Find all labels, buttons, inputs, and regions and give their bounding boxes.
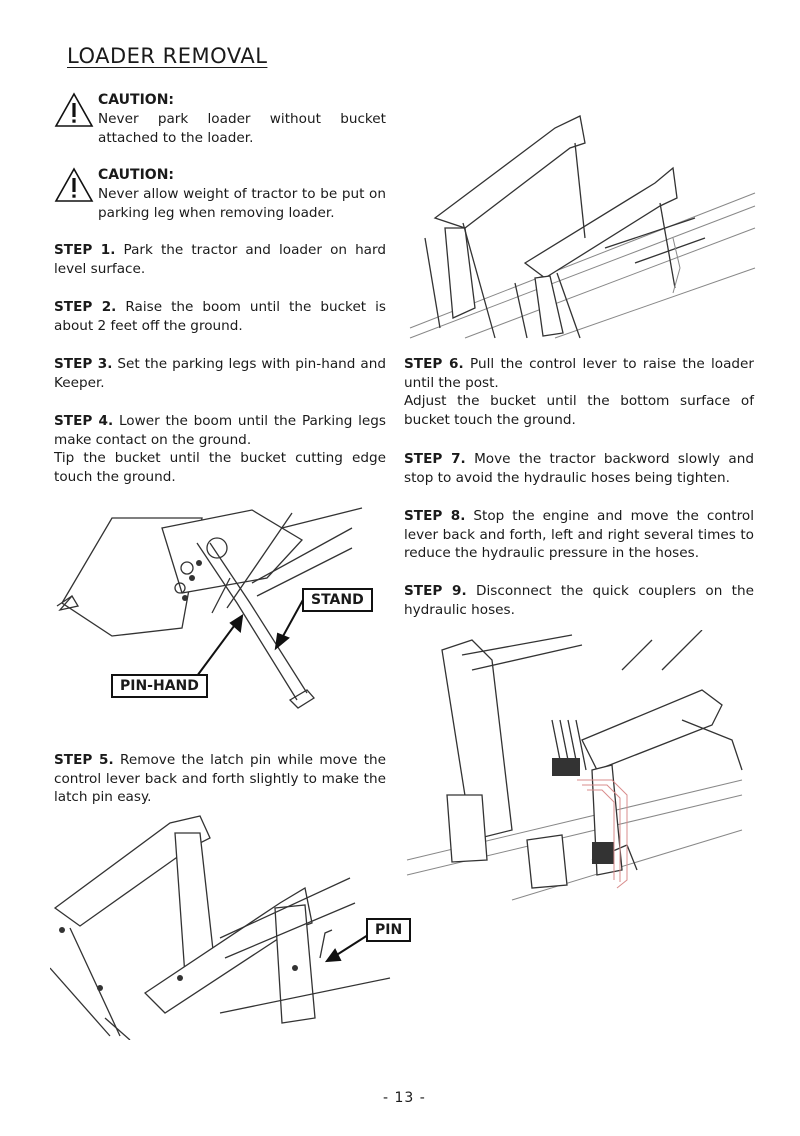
page-number: - 13 -: [383, 1090, 426, 1106]
step-label: STEP 6.: [404, 356, 464, 372]
step-label: STEP 9.: [404, 583, 467, 599]
step-label: STEP 8.: [404, 508, 466, 524]
caution-heading: CAUTION:: [98, 92, 175, 108]
step-label: STEP 1.: [54, 242, 116, 258]
step-3: [54, 355, 386, 392]
caution-text: Never allow weight of tractor to be put on parking leg when removing loader.: [98, 186, 386, 221]
warning-icon: [54, 92, 94, 128]
stand-callout: STAND: [302, 588, 373, 612]
step-text: Raise the boom until the bucket is about 2 feet off the ground.: [54, 299, 386, 334]
step-text-2: Tip the bucket until the bucket cutting edge touch the ground.: [54, 450, 386, 485]
step-9: [404, 582, 754, 619]
latch-pin-illustration: [50, 808, 395, 1040]
step-text: Remove the latch pin while move the control lever back and forth slightly to make the latch pin easy.: [54, 752, 386, 805]
step-label: STEP 5.: [54, 752, 114, 768]
step-label: STEP 2.: [54, 299, 117, 315]
step-text: Set the parking legs with pin-hand and Keeper.: [54, 356, 386, 391]
step-label: STEP 4.: [54, 413, 114, 429]
warning-icon: [54, 167, 94, 203]
step-2: [54, 298, 386, 335]
step-4: [54, 412, 386, 486]
step-6: [404, 355, 754, 429]
step-text: Move the tractor backword slowly and stop to avoid the hydraulic hoses being tighten.: [404, 451, 754, 486]
step-text: Park the tractor and loader on hard level surface.: [54, 242, 386, 277]
step-5: [54, 751, 386, 807]
page-title: LOADER REMOVAL: [67, 44, 268, 68]
step-text: Lower the boom until the Parking legs make contact on the ground.: [54, 413, 386, 448]
step-text-2: Adjust the bucket until the bottom surface of bucket touch the ground.: [404, 393, 754, 428]
caution-text: Never park loader without bucket attached to the loader.: [98, 111, 386, 146]
step-7: [404, 450, 754, 487]
pin-hand-callout: PIN-HAND: [111, 674, 208, 698]
hydraulic-couplers-illustration: [402, 630, 747, 920]
loader-raised-illustration: [405, 88, 760, 340]
caution-heading: CAUTION:: [98, 167, 175, 183]
step-label: STEP 7.: [404, 451, 466, 467]
step-text: Pull the control lever to raise the loader until the post.: [404, 356, 755, 391]
step-text: Disconnect the quick couplers on the hydraulic hoses.: [404, 583, 754, 618]
step-8: [404, 507, 754, 563]
step-text: Stop the engine and move the control lever back and forth, left and right several times to reduce the hydraulic pressure in the hoses.: [404, 508, 754, 561]
step-1: [54, 241, 386, 278]
pin-callout: PIN: [366, 918, 411, 942]
step-label: STEP 3.: [54, 356, 113, 372]
